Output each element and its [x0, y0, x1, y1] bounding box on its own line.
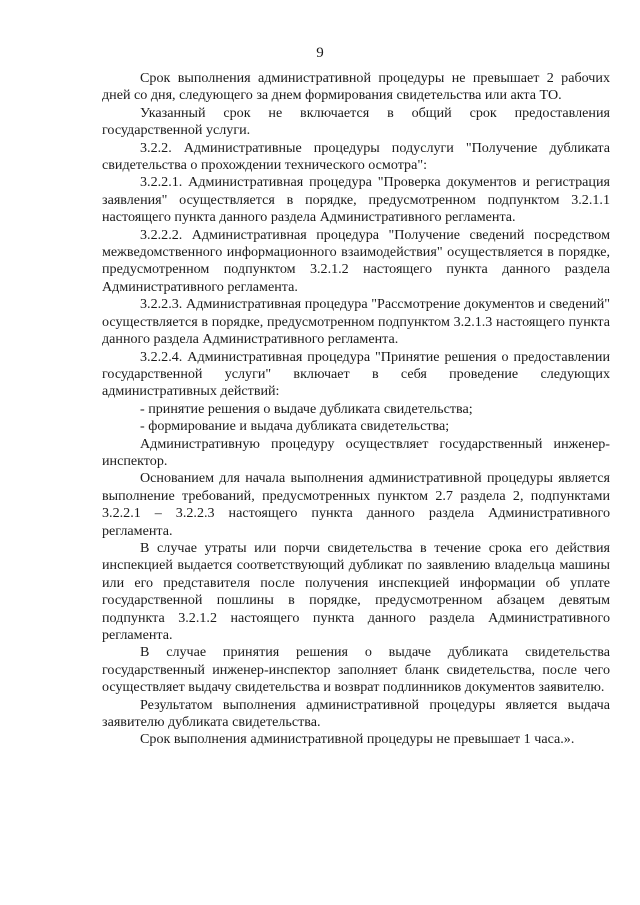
- paragraph: Основанием для начала выполнения административной процедуры является выполнение требований, предусмотренных пунктом 2.7 раздела 2, подпунктами 3.2.2.1 – 3.2.2.3 настоящего пункта данного раздела Административного регламента.: [102, 470, 610, 539]
- list-item: - формирование и выдача дубликата свидетельства;: [140, 418, 450, 435]
- paragraph: 3.2.2. Административные процедуры подуслуги "Получение дубликата свидетельства о прохождении технического осмотра":: [102, 139, 610, 174]
- list-item: - принятие решения о выдаче дубликата свидетельства;: [140, 400, 473, 417]
- paragraph: Срок выполнения административной процедуры не превышает 2 рабочих дней со дня, следующего за днем формирования свидетельства или акта ТО.: [102, 70, 610, 104]
- paragraph: Указанный срок не включается в общий срок предоставления государственной услуги.: [102, 104, 610, 139]
- paragraph: 3.2.2.1. Административная процедура "Проверка документов и регистрация заявления" осуществляется в порядке, предусмотренном подпунктом 3.2.1.1 настоящего пункта данного раздела Административного регламента.: [102, 174, 610, 226]
- paragraph: Результатом выполнения административной процедуры является выдача заявителю дубликата свидетельства.: [102, 696, 610, 731]
- page-number: 9: [316, 45, 324, 61]
- paragraph: 3.2.2.4. Административная процедура "Принятие решения о предоставлении государственной услуги" включает в себя проведение следующих административных действий:: [102, 348, 610, 400]
- paragraph: Административную процедуру осуществляет государственный инженер-инспектор.: [102, 435, 610, 469]
- paragraph: 3.2.2.3. Административная процедура "Рассмотрение документов и сведений" осуществляется в порядке, предусмотренном подпунктом 3.2.1.3 настоящего пункта данного раздела Административного регламента.: [102, 296, 610, 348]
- document-body: [102, 70, 610, 749]
- paragraph: В случае утраты или порчи свидетельства в течение срока его действия инспекцией выдается соответствующий дубликат по заявлению владельца машины или его представителя после получения инспекцией информации об уплате государственной пошлины в порядке, предусмотренном абзацем девятым подпункта 3.2.1.2 настоящего пункта данного раздела Административного регламента.: [102, 539, 610, 643]
- paragraph: Срок выполнения административной процедуры не превышает 1 часа.».: [140, 731, 575, 748]
- paragraph: В случае принятия решения о выдаче дубликата свидетельства государственный инженер-инспектор заполняет бланк свидетельства, после чего осуществляет выдачу свидетельства и возврат подлинников документов заявителю.: [102, 644, 610, 696]
- paragraph: 3.2.2.2. Административная процедура "Получение сведений посредством межведомственного информационного взаимодействия" осуществляется в порядке, предусмотренном подпунктом 3.2.1.2 настоящего пункта данного раздела Административного регламента.: [102, 226, 610, 295]
